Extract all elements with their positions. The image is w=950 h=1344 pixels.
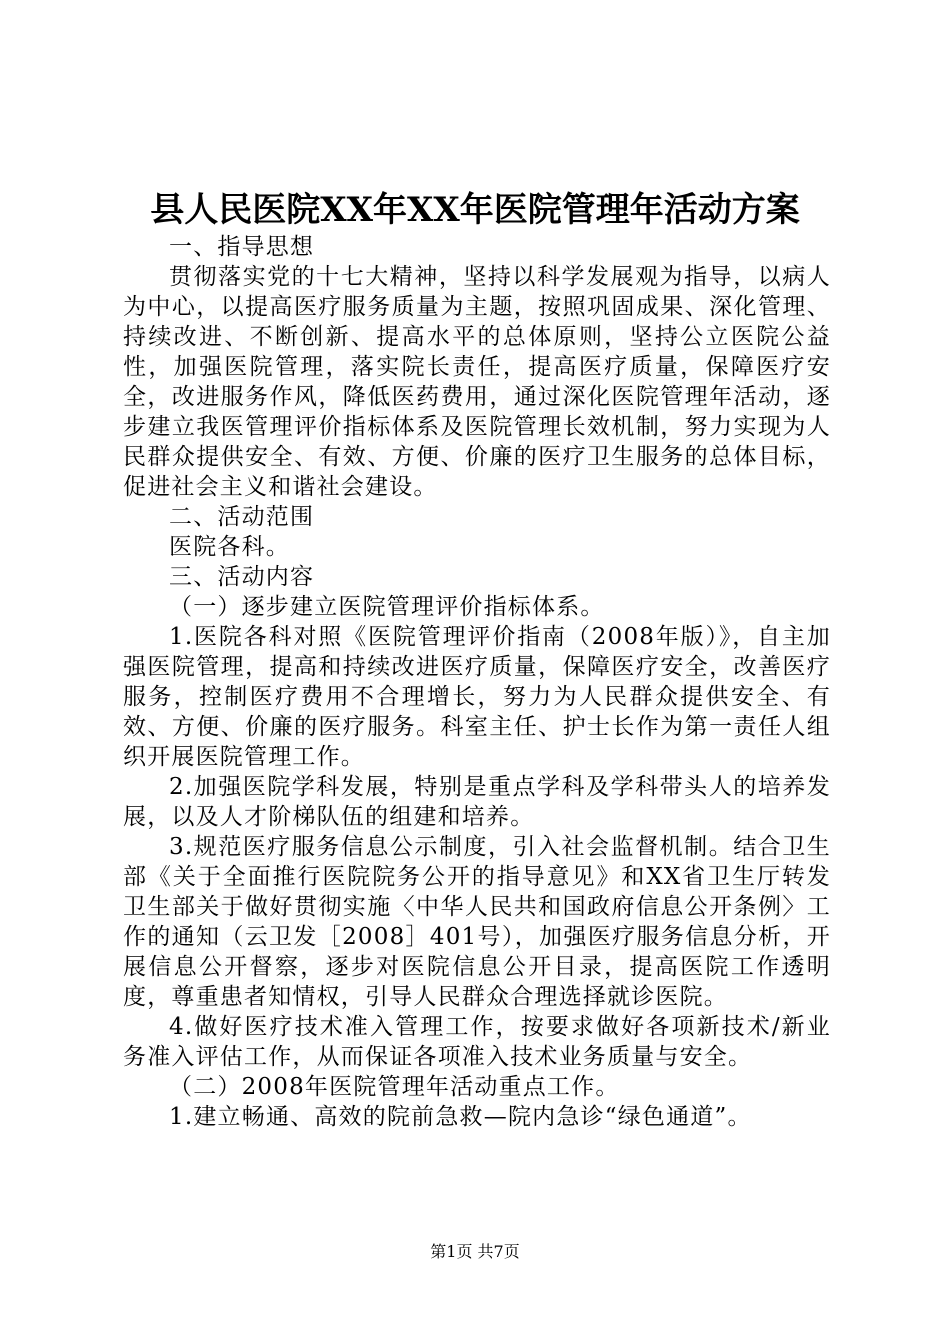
document-body (123, 232, 831, 1132)
section-heading-scope: 二、活动范围 (169, 504, 315, 530)
paragraph-item-3: 3.规范医疗服务信息公示制度，引入社会监督机制。结合卫生部《关于全面推行医院院务公开的指导意见》和XX省卫生厅转发卫生部关于做好贯彻实施〈中华人民共和国政府信息公开条例〉工作的通知（云卫发［2008］401号），加强医疗服务信息分析，开展信息公开督察，逐步对医院信息公开目录，提高医院工作透明度，尊重患者知情权，引导人民群众合理选择就诊医院。 (123, 834, 831, 1010)
paragraph-scope: 医院各科。 (169, 534, 290, 560)
subsection-heading-2: （二）2008年医院管理年活动重点工作。 (169, 1074, 620, 1100)
paragraph-item-4: 4.做好医疗技术准入管理工作，按要求做好各项新技术/新业务准入评估工作，从而保证各项准入技术业务质量与安全。 (123, 1014, 831, 1070)
paragraph-item-1: 1.医院各科对照《医院管理评价指南（2008年版）》，自主加强医院管理，提高和持续改进医疗质量，保障医疗安全，改善医疗服务，控制医疗费用不合理增长，努力为人民群众提供安全、有效、方便、价廉的医疗服务。科室主任、护士长作为第一责任人组织开展医院管理工作。 (123, 624, 831, 770)
document-title: 县人民医院XX年XX年医院管理年活动方案 (150, 190, 800, 230)
page-footer: 第1页 共7页 (430, 1242, 520, 1261)
paragraph-item-2: 2.加强医院学科发展，特别是重点学科及学科带头人的培养发展，以及人才阶梯队伍的组建和培养。 (123, 774, 831, 830)
section-heading-content: 三、活动内容 (169, 564, 315, 590)
paragraph-item-2-1: 1.建立畅通、高效的院前急救—院内急诊“绿色通道”。 (169, 1104, 752, 1130)
subsection-heading-1: （一）逐步建立医院管理评价指标体系。 (169, 594, 605, 620)
section-heading-guiding-ideology: 一、指导思想 (169, 234, 315, 260)
paragraph-guiding-ideology: 贯彻落实党的十七大精神，坚持以科学发展观为指导，以病人为中心，以提高医疗服务质量为主题，按照巩固成果、深化管理、持续改进、不断创新、提高水平的总体原则，坚持公立医院公益性，加强医院管理，落实院长责任，提高医疗质量，保障医疗安全，改进服务作风，降低医药费用，通过深化医院管理年活动，逐步建立我医管理评价指标体系及医院管理长效机制，努力实现为人民群众提供安全、有效、方便、价廉的医疗卫生服务的总体目标，促进社会主义和谐社会建设。 (123, 264, 831, 500)
